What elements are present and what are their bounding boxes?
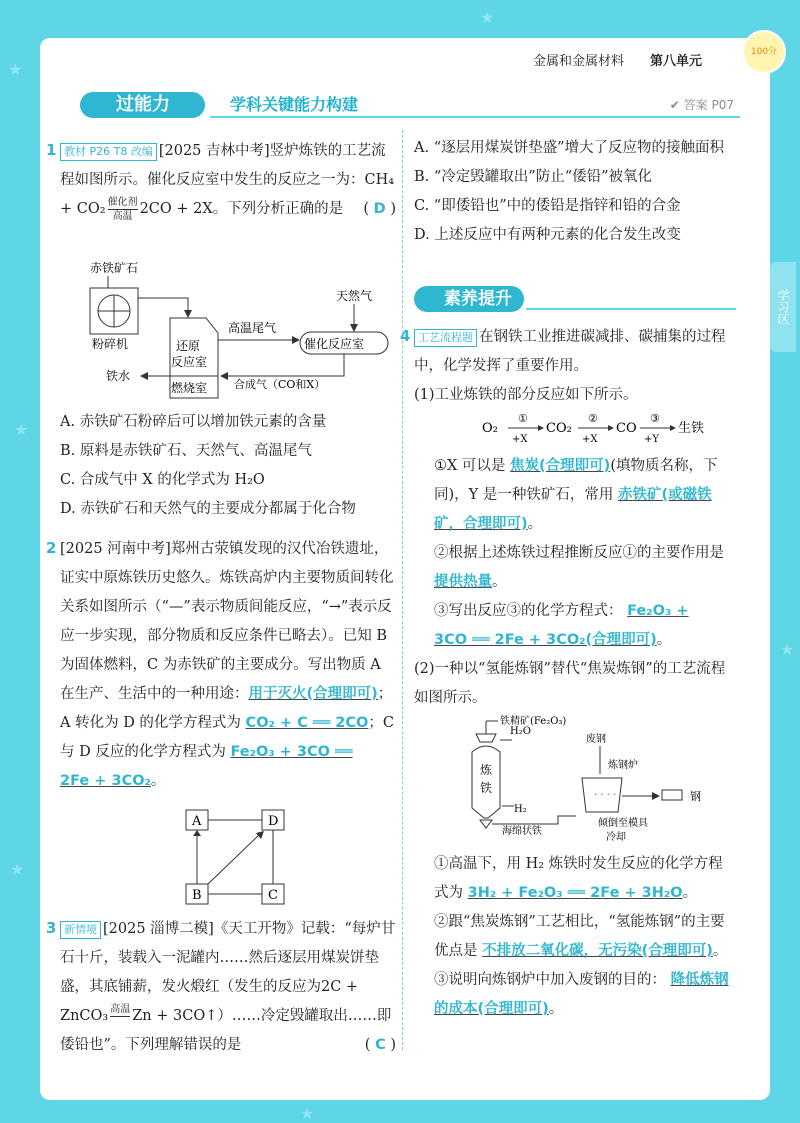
period: 。 — [150, 773, 166, 789]
answer-ref-text: 答案 P07 — [683, 98, 734, 112]
footer-note-2: 下课勤复习 — [680, 1088, 720, 1097]
steel-ingot — [662, 790, 682, 800]
chain-x-2: +X — [582, 434, 598, 445]
chapter-title: 金属和金属材料 — [533, 54, 625, 69]
feed-hopper — [476, 734, 496, 742]
node-c-label: C — [268, 888, 278, 903]
furnace-label: 燃烧室 — [171, 381, 208, 395]
syngas-label: 合成气（CO和X） — [234, 378, 326, 391]
condition-top: 高温 — [110, 1003, 131, 1015]
option-a[interactable]: A. 赤铁矿石粉碎后可以增加铁元素的含量 — [60, 414, 327, 430]
reaction-chain — [480, 410, 720, 450]
question-source: [2025 河南中考] — [60, 541, 171, 557]
question-stem: 在钢铁工业推进碳减排、碳捕集的过程中，化学发挥了重要作用。 — [414, 329, 726, 374]
option-b[interactable]: B. 原料是赤铁矿石、天然气、高温尾气 — [60, 443, 312, 459]
answer-blank-h2-eq[interactable]: 3H₂ + Fe₂O₃ ══ 2Fe + 3H₂O — [467, 885, 683, 901]
shaft-label-2: 铁 — [480, 781, 493, 795]
question-stem-2: 2CO + 2X。下列分析正确的是 — [139, 201, 344, 217]
score-badge: 100分 — [742, 30, 786, 74]
period: 。 — [712, 943, 728, 959]
node-a-label: A — [192, 814, 202, 829]
question-stem: 郑州古荥镇发现的汉代冶铁遗址，证实中原炼铁历史悠久。炼铁高炉内主要物质间转化关系如图所示（“—”表示物质间能反应，“→”表示反应一步实现，部分物质和反应条件已略去）。已知 B 为固体燃料，C 为赤铁矿的主要成分。写出物质 A 在生产、生活中的一种用途： — [60, 541, 394, 702]
catalytic-label: 催化反应室 — [304, 337, 365, 351]
unit-title: 第八单元 — [650, 54, 703, 69]
sub-question-5: ②跟“焦炭炼钢”工艺相比，“氢能炼钢”的主要优点是 — [434, 914, 725, 959]
answer-blank-3b[interactable]: 2Fe + 3CO₂ — [60, 773, 151, 789]
section-title: 过能力 — [80, 92, 205, 118]
question-4 — [400, 322, 734, 410]
chain-y: +Y — [644, 434, 659, 445]
answer-blank-1[interactable]: 用于灭火(合理即可) — [248, 686, 378, 702]
period: 。 — [527, 516, 543, 532]
equation-left: 2C + ZnCO₃ — [60, 979, 359, 1024]
answer-blank-x[interactable]: 焦炭(合理即可) — [510, 458, 611, 474]
sub-question-6: ③说明向炼钢炉中加入废钢的目的： — [434, 972, 666, 988]
question-stem-2: ；A 转化为 D 的化学方程式为 — [60, 686, 393, 731]
sub-question-3: ③写出反应③的化学方程式： — [434, 603, 623, 619]
sub-question-2: ②根据上述炼铁过程推断反应①的主要作用是 — [434, 545, 724, 561]
star-decoration: ★ — [10, 860, 25, 879]
question-2 — [46, 534, 396, 796]
reaction-condition — [108, 197, 138, 222]
star-decoration: ★ — [480, 8, 495, 27]
svg-text:· · · ·: · · · · — [594, 790, 617, 801]
hydrogen-steel-diagram — [458, 712, 728, 842]
equation-right: Zn + 3CO↑）……冷定毁罐取出……即倭铅也”。下列理解错误的是 — [60, 1008, 392, 1053]
option-a[interactable]: A. “逐层用煤炭饼垫盛”增大了反应物的接触面积 — [414, 140, 725, 156]
page-number: 10 — [729, 1076, 760, 1101]
section-2-title: 素养提升 — [414, 286, 524, 312]
option-d[interactable]: D. 上述反应中有两种元素的化合发生改变 — [414, 227, 681, 243]
scrap-label: 废钢 — [586, 734, 606, 745]
question-stem: 《天工开物》记载：“每炉甘石十斤，装载入一泥罐内……然后逐层用煤炭饼垫盛，其底铺薪，发火煅红（发生的反应为 — [60, 921, 396, 995]
question-tag: 教材 P26 T8 改编 — [60, 143, 157, 161]
section-subtitle: 学科关键能力构建 — [230, 95, 359, 114]
question-number: 4 — [400, 327, 411, 345]
divider — [526, 308, 736, 310]
chain-co2: CO₂ — [546, 421, 572, 436]
sub-question-1: ①X 可以是 — [434, 458, 506, 474]
question-number: 2 — [46, 539, 57, 557]
steel-label: 钢 — [690, 790, 701, 803]
answer-blank-y[interactable]: 赤铁矿(或磁铁矿，合理即可) — [434, 487, 712, 532]
part-2-title: (2)一种以“氢能炼钢”替代“焦炭炼钢”的工艺流程如图所示。 — [414, 661, 726, 706]
footer-note-1: 上课认真听 — [680, 1078, 720, 1087]
question-1: 1 教材 P26 T8 改编 [2025 吉林中考]竖炉炼铁的工艺流程如图所示。催化反应室中发生的反应之一为：CH₄ + CO₂ $\frac{\text{催化剂}}{\text{高温}}$ 2CO + 2X。下列分析正确的是 ( D ) — [60, 136, 396, 224]
footer-note — [680, 1078, 720, 1098]
question-number: 3 — [46, 919, 57, 937]
answer-choice: D — [373, 201, 386, 217]
sponge-iron-label: 海绵状铁 — [502, 826, 542, 837]
ore-label: 赤铁矿石 — [90, 261, 139, 275]
shaft-label-1: 炼 — [480, 763, 493, 777]
crusher-label: 粉碎机 — [92, 337, 129, 351]
pour-label: 倾倒至模具 — [598, 818, 648, 829]
conversion-diagram — [180, 806, 300, 910]
molten-iron-label: 铁水 — [106, 369, 131, 383]
answer-blank-advantage[interactable]: 不排放二氧化碳，无污染(合理即可) — [482, 943, 713, 959]
option-d[interactable]: D. 赤铁矿石和天然气的主要成分都属于化合物 — [60, 501, 356, 517]
star-decoration: ★ — [780, 640, 795, 659]
sub-question-4: ①高温下，用 H₂ 炼铁时发生反应的化学方程式为 — [434, 856, 723, 901]
option-c[interactable]: C. “即倭铅也”中的倭铅是指锌和铅的合金 — [414, 198, 681, 214]
chain-iron: 生铁 — [678, 421, 705, 436]
node-d-label: D — [268, 814, 279, 829]
answer-blank-purpose[interactable]: 降低炼钢的成本(合理即可) — [434, 972, 729, 1017]
option-b[interactable]: B. “冷定毁罐取出”防止“倭铅”被氧化 — [414, 169, 653, 185]
question-tag: 新情境 — [60, 921, 101, 939]
question-4-part-2 — [414, 850, 734, 1024]
answer-blank-eq-b[interactable]: 3CO ══ 2Fe + 3CO₂(合理即可) — [434, 632, 657, 648]
question-source: [2025 吉林中考] — [158, 143, 270, 159]
iron-concentrate-label: 铁精矿(Fe₂O₃) — [500, 716, 567, 727]
reaction-condition — [110, 1004, 130, 1029]
side-tab[interactable]: 学习区 — [770, 262, 796, 352]
tail-gas-label: 高温尾气 — [228, 321, 277, 335]
question-4-part-1 — [414, 452, 734, 713]
chain-co: CO — [616, 421, 637, 436]
steel-furnace-label: 炼钢炉 — [608, 760, 638, 771]
period: 。 — [492, 574, 507, 590]
condition-top: 催化剂 — [107, 196, 138, 208]
chain-step-3: ③ — [650, 412, 660, 425]
natural-gas-label: 天然气 — [336, 289, 373, 303]
iron-process-diagram — [78, 258, 411, 408]
answer-reference[interactable]: ✔ 答案 P07 — [669, 98, 734, 112]
tower-label-1: 还原 — [176, 339, 201, 353]
question-3-options — [414, 134, 734, 250]
answer-blank-eq-a[interactable]: Fe₂O₃ + — [627, 603, 689, 619]
chain-x-1: +X — [512, 434, 528, 445]
part-1-title: (1)工业炼铁的部分反应如下所示。 — [414, 387, 638, 403]
question-1-options — [60, 408, 396, 524]
question-stem: 竖炉炼铁的工艺流程如图所示。催化反应室中发生的反应之一为：CH₄ + CO₂ — [60, 143, 395, 217]
star-decoration: ★ — [300, 1104, 315, 1123]
answer-blank-effect[interactable]: 提供热量 — [434, 574, 492, 590]
star-decoration: ★ — [8, 60, 23, 79]
answer-blank-2[interactable]: CO₂ + C ══ 2CO — [245, 715, 369, 731]
question-3: 3 新情境 [2025 淄博二模]《天工开物》记载：“每炉甘石十斤，装载入一泥罐内……然后逐层用煤炭饼垫盛，其底铺薪，发火煅红（发生的反应为2C + ZnCO₃ 高温 Zn + 3CO↑）……冷定毁罐取出……即倭铅也”。下列理解错误的是 ( C ) — [60, 914, 396, 1060]
answer-blank-3a[interactable]: Fe₂O₃ + 3CO ══ — [230, 744, 353, 760]
section-banner — [80, 92, 740, 118]
period: 。 — [656, 632, 672, 648]
question-stem-3: ；C 与 D 反应的化学方程式为 — [60, 715, 394, 760]
section-2-banner — [414, 286, 736, 312]
chain-step-2: ② — [588, 412, 598, 425]
question-source: [2025 淄博二模] — [103, 921, 214, 937]
sub-question-1b: (填物质名称，下同)，Y 是一种铁矿石，常用 — [434, 458, 718, 503]
period: 。 — [682, 885, 698, 901]
question-tag: 工艺流程题 — [414, 329, 477, 347]
h2-label: H₂ — [514, 804, 527, 815]
option-c[interactable]: C. 合成气中 X 的化学式为 H₂O — [60, 472, 265, 488]
condition-bottom: 高温 — [112, 210, 133, 222]
cool-label: 冷却 — [606, 832, 626, 842]
tower-label-2: 反应室 — [171, 355, 208, 369]
answer-choice: C — [375, 1037, 386, 1053]
period: 。 — [548, 1001, 564, 1017]
star-decoration: ★ — [14, 420, 29, 439]
question-number: 1 — [46, 141, 57, 159]
node-b-label: B — [192, 888, 202, 903]
chain-o2: O₂ — [482, 421, 498, 436]
h2o-label: H₂O — [510, 726, 531, 737]
chain-step-1: ① — [518, 412, 528, 425]
